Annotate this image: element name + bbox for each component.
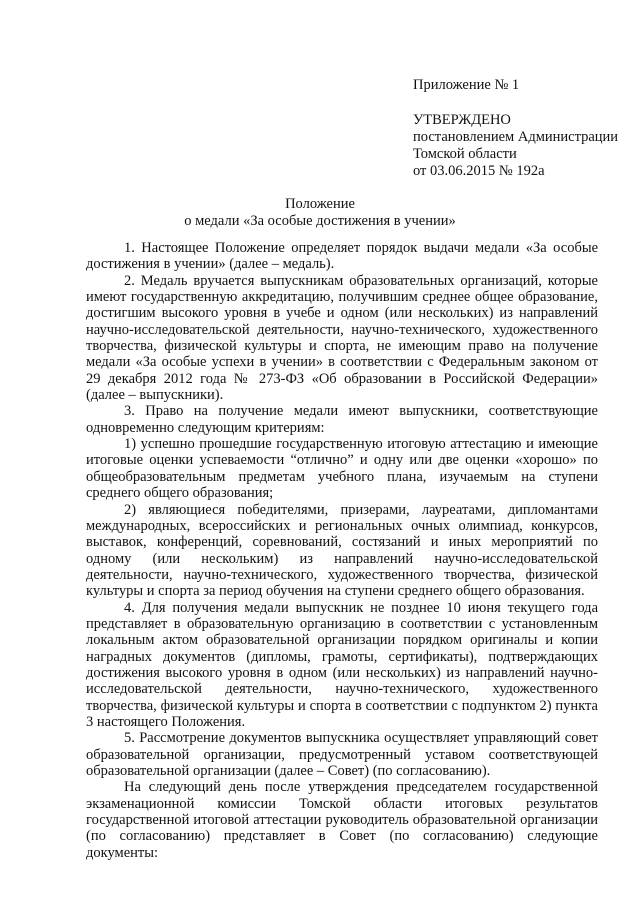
paragraph-3: 3. Право на получение медали имеют выпускники, соответствующие одновременно следующим критериям:	[86, 403, 598, 436]
paragraph-3-criterion-1: 1) успешно прошедшие государственную итоговую аттестацию и имеющие итоговые оценки успеваемости “отлично” и одну или две оценки «хорошо» по общеобразовательным предметам учебного плана, изучаемым на ступени среднего общего образования;	[86, 436, 598, 502]
title-line-1: Положение	[285, 196, 355, 212]
paragraph-5: 5. Рассмотрение документов выпускника осуществляет управляющий совет образовательной организации, предусмотренный уставом соответствующей образовательной организации (далее – Совет) (по согласованию).	[86, 730, 598, 779]
paragraph-1: 1. Настоящее Положение определяет порядок выдачи медали «За особые достижения в учении» (далее – медаль).	[86, 240, 598, 273]
decree-issuer-line1: постановлением Администрации	[413, 129, 619, 145]
approval-block	[413, 77, 628, 180]
paragraph-4: 4. Для получения медали выпускник не позднее 10 июня текущего года представляет в образовательную организацию в соответствии с установленным локальным актом образовательной организации порядком оригиналы и копии наградных документов (дипломы, грамоты, сертификаты), подтверждающих достижения высокого уровня в одном (или нескольких) из направлений научно-исследовательской деятельности, научно-технического, художественного творчества, физической культуры и спорта в соответствии с подпунктом 2) пункта 3 настоящего Положения.	[86, 599, 598, 730]
paragraph-3-criterion-2: 2) являющиеся победителями, призерами, лауреатами, дипломантами международных, всероссийских и региональных очных олимпиад, конкурсов, выставок, конференций, соревнований, состязаний и иных мероприятий по одному (или нескольким) из направлений научно-исследовательской деятельности, научно-технического, художественного творчества, физической культуры и спорта за период обучения на ступени среднего общего образования.	[86, 501, 598, 600]
paragraph-2: 2. Медаль вручается выпускникам образовательных организаций, которые имеют государственную аккредитацию, получившим среднее общее образование, достигшим высокого уровня в учебе и одном (или нескольких) из направлений научно-исследовательской деятельности, научно-технического, художественного творчества, физической культуры и спорта, не имеющим право на получение медали «За особые успехи в учении» в соответствии с Федеральным законом от 29 декабря 2012 года № 273-ФЗ «Об образовании в Российской Федерации» (далее – выпускники).	[86, 272, 598, 404]
document-title	[0, 196, 640, 230]
decree-date: от 03.06.2015 № 192а	[413, 163, 545, 179]
approved-stamp-text: УТВЕРЖДЕНО	[413, 112, 511, 128]
title-line-2: о медали «За особые достижения в учении»	[184, 213, 456, 229]
paragraph-5-continuation: На следующий день после утверждения председателем государственной экзаменационной комиссии Томской области итоговых результатов государственной итоговой аттестации руководитель образовательной организации (по согласованию) представляет в Совет (по согласованию) следующие документы:	[86, 779, 598, 861]
document-body	[86, 240, 598, 861]
appendix-number: Приложение № 1	[413, 77, 520, 93]
decree-issuer-line2: Томской области	[413, 146, 517, 162]
